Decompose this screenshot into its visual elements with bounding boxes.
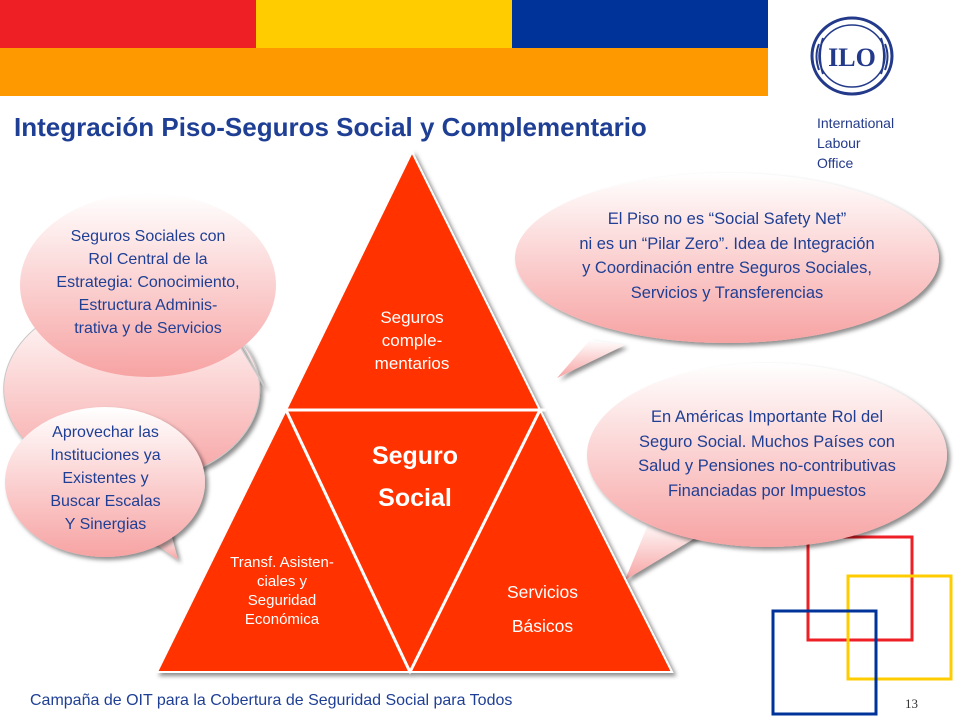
bubble-text-line: Instituciones ya — [50, 447, 161, 464]
bubble-top-right-tail — [557, 340, 625, 378]
bubble-text-line: Salud y Pensiones no-contributivas — [638, 457, 896, 475]
page-number: 13 — [905, 696, 918, 711]
bubble-text-line: trativa y de Servicios — [74, 320, 222, 337]
bubble-text-line: En Américas Importante Rol del — [650, 408, 884, 426]
pyramid-right-line-1: Servicios — [507, 582, 578, 602]
bubble-text-line: Aprovechar las — [52, 424, 159, 441]
bubble-text-line: Estrategia: Conocimiento, — [56, 274, 240, 291]
pyramid-left-label: Transf. Asisten- ciales y Seguridad Económica — [230, 554, 334, 628]
bubble-top-right-text — [517, 207, 937, 305]
decor-square-red — [808, 537, 912, 640]
pyramid-right-label — [470, 575, 615, 643]
bubble-top-left-text — [22, 225, 274, 340]
bubble-text-line: y Coordinación entre Seguros Sociales, — [582, 259, 872, 277]
ilo-logo-lettering: ILO — [828, 43, 876, 72]
decor-square-yellow — [848, 576, 951, 679]
bubble-text-line: Buscar Escalas — [50, 493, 161, 510]
bubble-text-line: El Piso no es “Social Safety Net” — [607, 210, 847, 228]
bubble-text-line: Financiadas por Impuestos — [667, 481, 867, 500]
org-line-1: International — [817, 115, 895, 131]
bubble-text-line: Rol Central de la — [88, 251, 208, 268]
pyramid-center-line-1: Seguro — [371, 442, 459, 470]
org-line-3: Office — [817, 155, 854, 171]
footer-campaign: Campaña de OIT para la Cobertura de Seguridad Social para Todos — [30, 692, 513, 709]
slide-title: Integración Piso-Seguros Social y Complementario — [14, 112, 647, 142]
pyramid-top-label: Seguros comple- mentarios — [374, 308, 450, 373]
org-line-2: Labour — [817, 135, 861, 151]
bubble-bottom-right-text — [590, 405, 944, 503]
bubble-bottom-left-text — [8, 421, 203, 536]
bubble-text-line: Estructura Adminis- — [78, 297, 218, 314]
bubble-text-line: Existentes y — [62, 470, 149, 487]
pyramid-center-label — [340, 435, 490, 519]
pyramid-center-line-2: Social — [378, 484, 452, 512]
decor-square-blue — [773, 611, 876, 714]
bubble-text-line: ni es un “Pilar Zero”. Idea de Integración — [579, 234, 875, 253]
bubble-text-line: Servicios y Transferencias — [630, 283, 824, 302]
bubble-text-line: Seguro Social. Muchos Países con — [639, 432, 895, 451]
pyramid-right-line-2: Básicos — [511, 616, 574, 636]
bubble-text-line: Y Sinergias — [64, 516, 147, 533]
bubble-text-line: Seguros Sociales con — [70, 228, 226, 245]
